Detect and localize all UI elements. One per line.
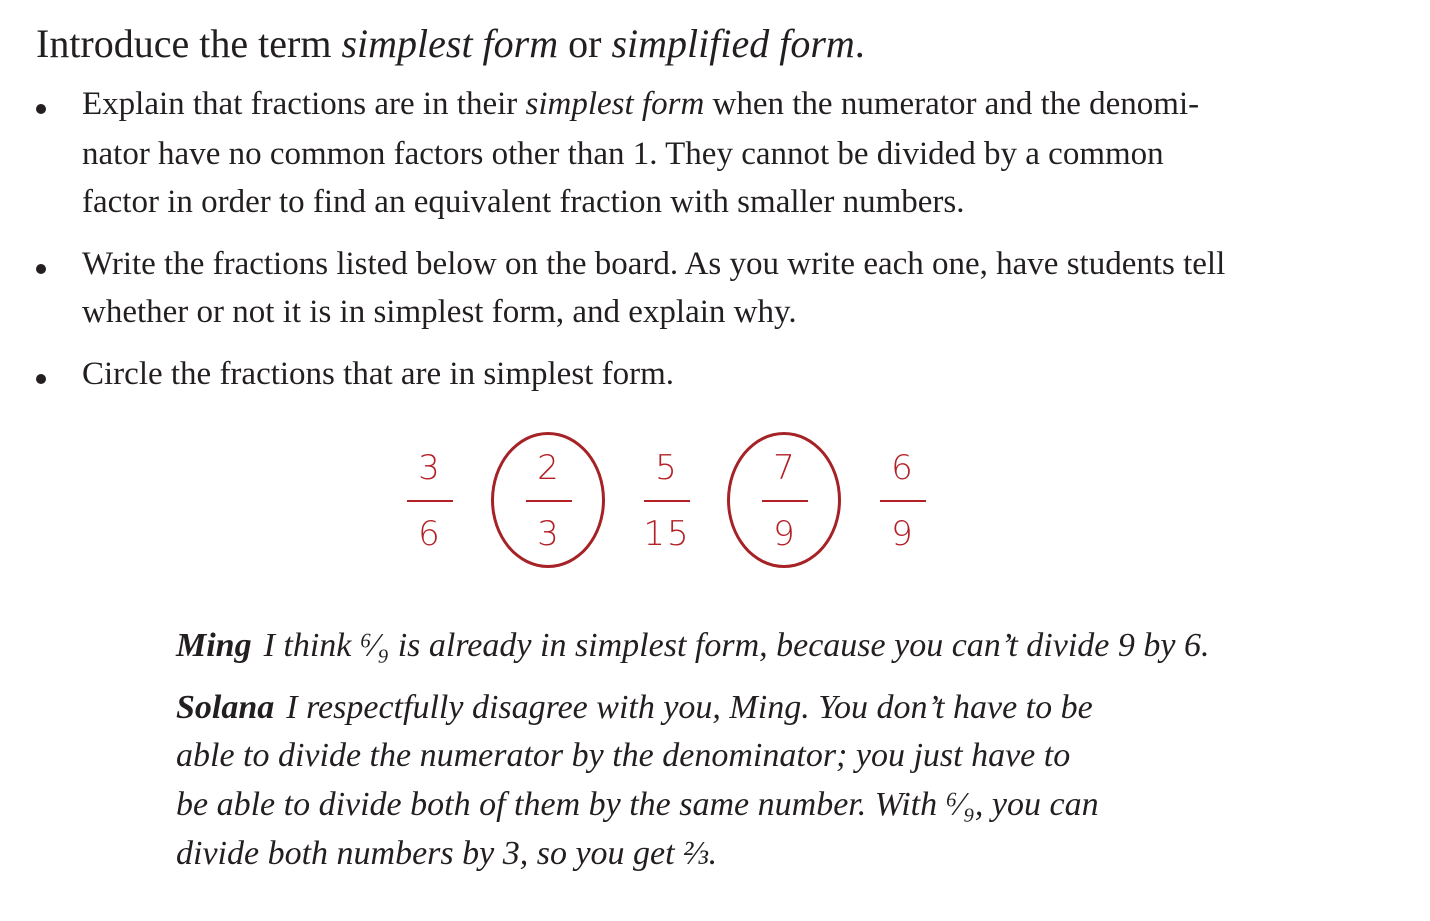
bullet-icon bbox=[36, 104, 46, 114]
heading-connector: or bbox=[558, 21, 612, 66]
dialogue-text: divide both numbers by 3, so you get ⅔. bbox=[176, 835, 718, 872]
fraction-denominator: 9 bbox=[891, 514, 915, 554]
fraction-numerator: 2 bbox=[537, 448, 561, 488]
section-heading bbox=[36, 18, 865, 70]
bullet-text: when the numerator and the denomi- bbox=[704, 86, 1200, 122]
bullet-text: Explain that fractions are in their bbox=[82, 86, 526, 122]
heading-suffix: . bbox=[854, 21, 865, 66]
fraction-denominator: 15 bbox=[643, 514, 691, 554]
fraction-denominator: 9 bbox=[773, 514, 797, 554]
heading-prefix: Introduce the term bbox=[36, 21, 342, 66]
bullet-line bbox=[82, 82, 1199, 126]
fraction-numerator: 6 bbox=[891, 448, 915, 488]
fraction-bar bbox=[644, 500, 690, 502]
circle-annotation bbox=[491, 432, 605, 568]
bullet-icon bbox=[36, 264, 46, 274]
bullet-line: Circle the fractions that are in simplest form. bbox=[82, 356, 674, 392]
fraction-bar bbox=[407, 500, 453, 502]
bullet-line: Write the fractions listed below on the board. As you write each one, have students tell bbox=[82, 246, 1226, 282]
heading-term-simplified-form: simplified form bbox=[611, 21, 855, 66]
bullet-emphasis: simplest form bbox=[525, 86, 705, 122]
speaker-name: Solana bbox=[176, 689, 275, 726]
dialogue-text: I respectfully disagree with you, Ming. You don’t have to be bbox=[286, 689, 1093, 726]
bullet-icon bbox=[36, 374, 46, 384]
fraction-denominator: 3 bbox=[537, 514, 561, 554]
dialogue-solana bbox=[176, 684, 1093, 732]
fraction-bar bbox=[880, 500, 926, 502]
bullet-line: nator have no common factors other than 1. They cannot be divided by a common bbox=[82, 136, 1164, 172]
fraction-numerator: 7 bbox=[773, 448, 797, 488]
fraction-numerator: 5 bbox=[655, 448, 679, 488]
fraction-bar bbox=[526, 500, 572, 502]
dialogue-text: be able to divide both of them by the same number. With ⁶⁄₉, you can bbox=[176, 786, 1099, 823]
circle-annotation bbox=[727, 432, 841, 568]
dialogue-ming bbox=[176, 622, 1209, 670]
bullet-line: whether or not it is in simplest form, and explain why. bbox=[82, 294, 797, 330]
fraction-bar bbox=[762, 500, 808, 502]
dialogue-text: able to divide the numerator by the denominator; you just have to bbox=[176, 737, 1071, 774]
fraction-numerator: 3 bbox=[418, 448, 442, 488]
speaker-name: Ming bbox=[176, 627, 252, 664]
bullet-line: factor in order to find an equivalent fraction with smaller numbers. bbox=[82, 184, 965, 220]
dialogue-text: I think ⁶⁄₉ is already in simplest form, because you can’t divide 9 by 6. bbox=[263, 627, 1210, 664]
heading-term-simplest-form: simplest form bbox=[341, 21, 559, 66]
fraction-denominator: 6 bbox=[418, 514, 442, 554]
